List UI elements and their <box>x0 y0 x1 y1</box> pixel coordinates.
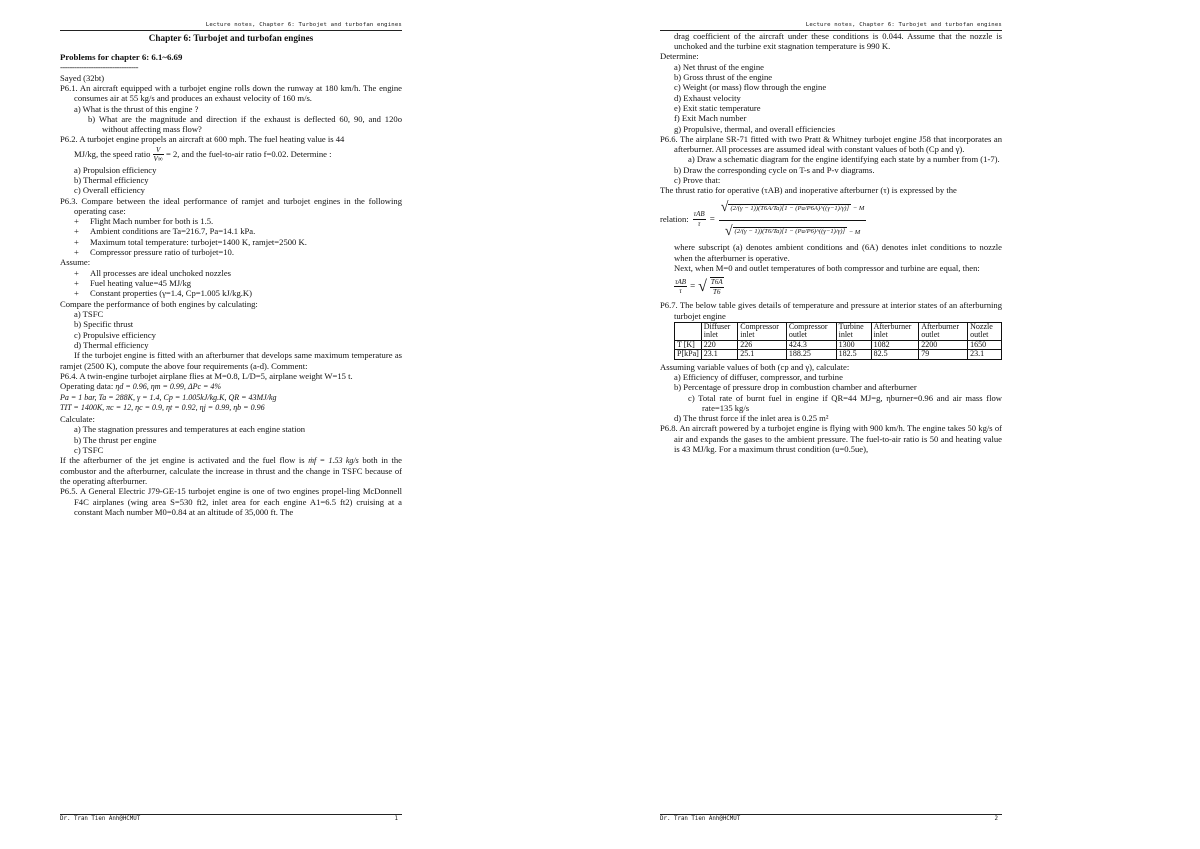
list-item: + Maximum total temperature: turbojet=1400 K, ramjet=2500 K. <box>74 236 307 247</box>
problem-6-1: P6.1. An aircraft equipped with a turbojet engine rolls down the runway at 180 km/h. The engine consumes air at 55 kg/s and produces an exhaust velocity of 160 m/s. <box>60 82 402 104</box>
list-item: + Constant properties (γ=1.4, Cp=1.005 kJ/kg.K) <box>74 288 252 299</box>
dash-separator: --------------------------------- <box>60 62 138 73</box>
equation: ηd = 0.96, ηm = 0.99, ΔPc = 4% <box>115 382 222 392</box>
table-cell: Afterburner inlet <box>871 323 919 341</box>
page-footer <box>60 814 402 822</box>
problem-6-5: P6.5. A General Electric J79-GE-15 turbojet engine is one of two engines propel-ling McDonnell F4C airplanes (wing area S=530 ft2, inlet area for each engine A1=6.5 ft2) cruising at a constant Mach number M0=0.84 at an altitude of 35,000 ft. The <box>60 486 402 517</box>
page-2-column <box>660 22 1002 454</box>
list-item: c) Weight (or mass) flow through the engine <box>674 82 827 93</box>
document-page-2 <box>600 0 1200 849</box>
problem-6-7-items <box>660 372 1002 424</box>
list-item: a) Propulsion efficiency <box>74 164 157 175</box>
list-item: c) TSFC <box>74 444 104 455</box>
table-cell: 25.1 <box>738 350 787 359</box>
running-header: Lecture notes, Chapter 6: Turbojet and turbofan engines <box>60 22 402 31</box>
problems-heading: Problems for chapter 6: 6.1~6.69 <box>60 51 183 62</box>
calculate-label: Calculate: <box>60 413 95 424</box>
table-cell: Turbine inlet <box>836 323 871 341</box>
list-item: a) TSFC <box>74 308 104 319</box>
list-item: a) What is the thrust of this engine ? <box>74 103 199 114</box>
list-item: + Compressor pressure ratio of turbojet=10. <box>74 247 234 258</box>
speed-ratio-fraction <box>153 146 164 164</box>
equation: Pa = 1 bar, Ta = 288K, γ = 1.4, Cp = 1.005kJ/kg.K, QR = 43MJ/kg <box>60 392 277 402</box>
relation-label: relation: <box>660 213 689 224</box>
list-item: d) The thrust force if the inlet area is 0.25 m² <box>674 413 829 424</box>
page-1-column <box>60 22 402 517</box>
ratio-rhs: $\frac{√ (2/(\gamma - 1))(T6A/Ta)[1 - (Pa/P6A)\^{}((\gamma-1)/\gamma)] - M}{√ (2/(\gamma - 1))(T6/Ta)[1 - (Pa/P6)\^{}((\gamma-1)/\gamma)] - M}$ <box>720 199 865 239</box>
table-cell <box>675 323 702 341</box>
problem-6-3-items <box>60 309 402 350</box>
table-cell: 1082 <box>871 340 919 349</box>
thrust-ratio-text: The thrust ratio for operative (τAB) and inoperative afterburner (τ) is expressed by the <box>660 185 957 196</box>
list-item: g) Propulsive, thermal, and overall efficiencies <box>674 123 835 134</box>
list-item: c) Overall efficiency <box>74 185 145 196</box>
where-text: where subscript (a) denotes ambient conditions and (6A) denotes inlet conditions to nozzle when the afterburner is operative. <box>674 242 1002 263</box>
list-item: b) The thrust per engine <box>74 434 157 445</box>
table-cell: Afterburner outlet <box>919 323 968 341</box>
problem-6-7: P6.7. The below table gives details of temperature and pressure at interior states of an afterburning turbojet engine <box>660 300 1002 321</box>
table-cell: 226 <box>738 340 787 349</box>
state-data-table <box>674 322 1002 360</box>
page-footer <box>660 814 1002 822</box>
list-item: e) Exit static temperature <box>674 102 761 113</box>
problem-6-2-speed-ratio <box>60 146 402 164</box>
list-item: + Ambient conditions are Ta=216.7, Pa=14.1 kPa. <box>74 226 256 237</box>
table-row <box>675 340 1002 349</box>
speed-ratio-rest: = 2, and the fuel-to-air ratio f=0.02. Determine : <box>165 148 332 159</box>
operating-data-label: Operating data: <box>60 381 114 392</box>
author-line: Sayed (32bt) <box>60 72 105 83</box>
list-item: a) The stagnation pressures and temperatures at each engine station <box>74 424 306 435</box>
fraction-numerator: V <box>153 146 164 155</box>
table-header-row <box>675 323 1002 341</box>
assume-variable-text: Assuming variable values of both (cp and γ), calculate: <box>660 361 850 372</box>
list-item: b) What are the magnitude and direction if the exhaust is deflected 60, 90, and 120o without affecting mass flow? <box>88 113 402 135</box>
table-cell: 220 <box>701 340 737 349</box>
table-cell: 182.5 <box>836 350 871 359</box>
list-item: a) Efficiency of diffuser, compressor, and turbine <box>674 371 843 382</box>
problem-6-3-closing: If the turbojet engine is fitted with an afterburner that develops same maximum temperature as ramjet (2500 K), compute the above four requirements (a-d). Comment: <box>60 350 402 371</box>
table-cell: Nozzle outlet <box>968 323 1002 341</box>
list-item: a) Net thrust of the engine <box>674 61 764 72</box>
page-number: 2 <box>994 816 998 822</box>
table-cell: 1650 <box>968 340 1002 349</box>
list-item: + All processes are ideal unchoked nozzles <box>74 267 232 278</box>
table-cell: T [K] <box>675 340 702 349</box>
operating-data <box>60 381 402 392</box>
compare-label: Compare the performance of both engines by calculating: <box>60 298 258 309</box>
list-item: b) Draw the corresponding cycle on T-s and P-v diagrams. <box>674 164 875 175</box>
table-cell: Compressor inlet <box>738 323 787 341</box>
table-cell: 188.25 <box>786 350 836 359</box>
table-cell: P[kPa] <box>675 350 702 359</box>
problem-6-3-conditions <box>60 216 402 257</box>
table-cell: Diffuser inlet <box>701 323 737 341</box>
assume-label: Assume: <box>60 257 91 268</box>
table-cell: 23.1 <box>701 350 737 359</box>
problem-6-4-items <box>60 424 402 455</box>
problem-6-6: P6.6. The airplane SR-71 fitted with two Pratt & Whitney turbojet engine J58 that incorporates an afterburner. All processes are assumed ideal with constant values of both (Cp and γ). <box>660 133 1002 155</box>
list-item: d) Exhaust velocity <box>674 92 741 103</box>
problem-6-8: P6.8. An aircraft powered by a turbojet engine is flying with 900 km/h. The engine takes 50 kg/s of air and expands the gases to the ambient pressure. The fuel-to-air ratio is 50 and heating value is 43 MJ/kg. For a maximum thrust condition (u=0.5ue), <box>660 423 1002 455</box>
list-item: b) Specific thrust <box>74 319 134 330</box>
fraction-denominator: V∞ <box>153 155 163 164</box>
list-item: b) Thermal efficiency <box>74 174 149 185</box>
table-cell: 82.5 <box>871 350 919 359</box>
problem-6-3: P6.3. Compare between the ideal performance of ramjet and turbojet engines in the following operating case: <box>60 195 402 216</box>
speed-ratio-label: MJ/kg, the speed ratio <box>74 148 151 159</box>
next-text: Next, when M=0 and outlet temperatures of both compressor and turbine are equal, then: <box>674 262 980 273</box>
chapter-title: Chapter 6: Turbojet and turbofan engines <box>148 32 314 43</box>
problem-6-4-closing: If the afterburner of the jet engine is activated and the fuel flow is ṁf = 1.53 kg/s both in the combustor and the afterburner, calculate the increase in thrust and the change in TSFC because of the operating afterburner. <box>60 455 402 487</box>
list-item: b) Gross thrust of the engine <box>674 71 773 82</box>
table-row <box>675 350 1002 359</box>
table-cell: 424.3 <box>786 340 836 349</box>
list-item: f) Exit Mach number <box>674 113 747 124</box>
list-item: d) Thermal efficiency <box>74 339 149 350</box>
list-item: + Fuel heating value=45 MJ/kg <box>74 278 192 288</box>
thrust-ratio-formula: relation: $\frac{\text{τAB}}{\tau}$ = $\frac{√ (2/(\gamma - 1))(T6A/Ta)[1 - (Pa/P6A)\^{}((\gamma-1)/\gamma)] - M}{√ (2/(\gamma - 1))(T6/Ta)[1 - (Pa/P6)\^{}((\gamma-1)/\gamma)] - M}$ <box>660 199 865 239</box>
problem-6-2-items <box>60 165 402 196</box>
table-cell: 23.1 <box>968 350 1002 359</box>
equation: TIT = 1400K, πc = 12, ηc = 0.9, ηt = 0.92, ηj = 0.99, ηb = 0.96 <box>60 403 265 413</box>
list-item: b) Percentage of pressure drop in combustion chamber and afterburner <box>674 382 917 393</box>
problem-6-6-items <box>660 154 1002 185</box>
list-item: c) Propulsive efficiency <box>74 329 156 340</box>
table-cell: Compressor outlet <box>786 323 836 341</box>
problem-6-4: P6.4. A twin-engine turbojet airplane flies at M=0.8, L/D=5, airplane weight W=15 t. <box>60 370 353 381</box>
ratio-lhs: $\frac{\text{τAB}}{\tau}$ <box>693 210 705 228</box>
determine-label: Determine: <box>660 51 699 62</box>
table-cell: 2200 <box>919 340 968 349</box>
problem-6-2: P6.2. A turbojet engine propels an aircraft at 600 mph. The fuel heating value is 44 <box>60 134 345 145</box>
footer-author: Dr. Tran Tien Anh@HCMUT <box>660 816 741 822</box>
running-header: Lecture notes, Chapter 6: Turbojet and turbofan engines <box>660 22 1002 31</box>
table-cell: 79 <box>919 350 968 359</box>
list-item: c) Total rate of burnt fuel in engine if QR=44 MJ=g, ηburner=0.96 and air mass flow rate=135 kg/s <box>688 392 1002 413</box>
page-number: 1 <box>394 816 398 822</box>
list-item: c) Prove that: <box>674 175 721 186</box>
simplified-ratio-formula: $\frac{\text{τAB}}{\tau}$ = √ $\frac{T6A}{T6}$ <box>675 277 723 296</box>
problem-6-1-items <box>60 104 402 135</box>
problem-6-3-assumptions <box>60 268 402 299</box>
continuation-text: drag coefficient of the aircraft under these conditions is 0.044. Assume that the nozzle is unchoked and the turbine exit stagnation temperature is 990 K. <box>674 30 1002 52</box>
table-cell: 1300 <box>836 340 871 349</box>
equation: ṁf = 1.53 kg/s <box>308 456 359 466</box>
list-item: a) Draw a schematic diagram for the engine identifying each state by a number from (1-7). <box>688 154 1000 165</box>
footer-author: Dr. Tran Tien Anh@HCMUT <box>60 816 141 822</box>
list-item: + Flight Mach number for both is 1.5. <box>74 216 214 227</box>
problem-6-5-items <box>660 62 1002 134</box>
